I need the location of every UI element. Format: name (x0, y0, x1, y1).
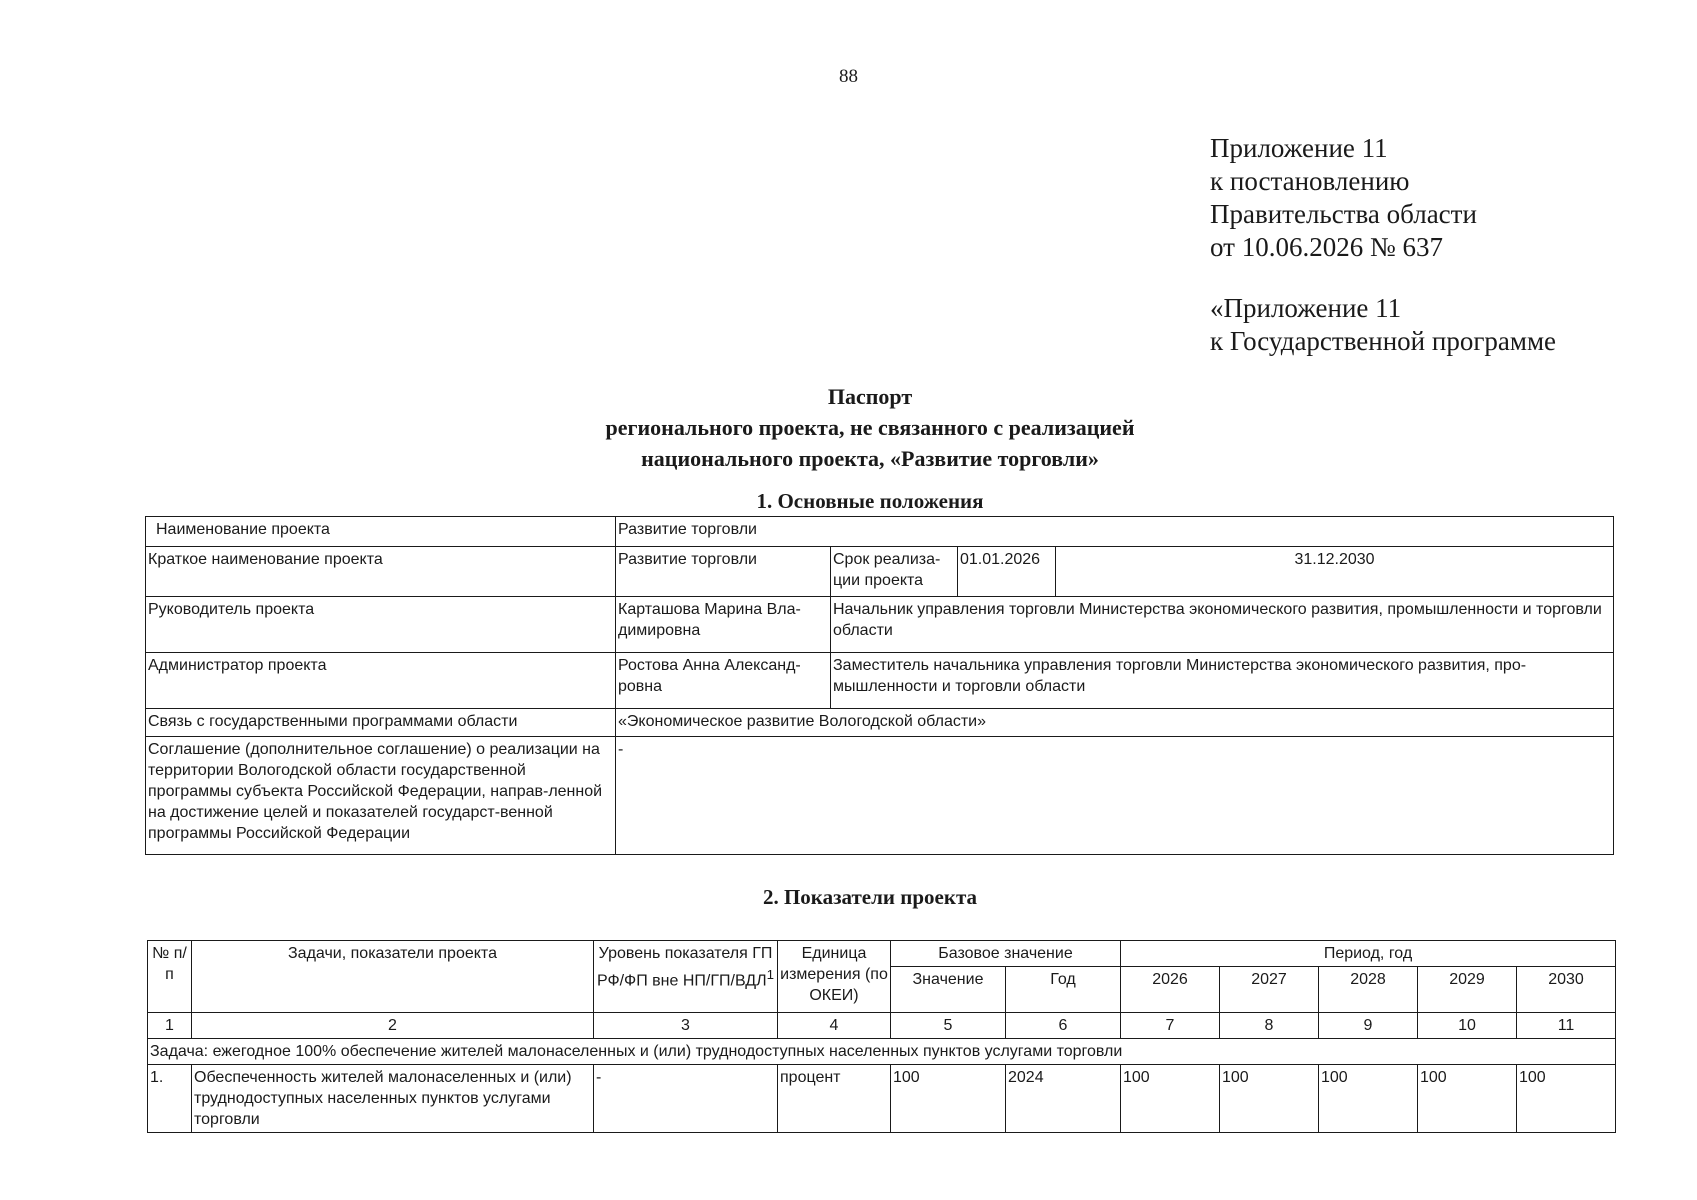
header-num: № п/п (148, 941, 192, 1013)
footnote-marker: 1 (766, 967, 775, 982)
appendix-line: от 10.06.2026 № 637 (1210, 232, 1443, 262)
cell-value: - (616, 737, 1614, 855)
indicator-value: 100 (1517, 1065, 1616, 1133)
cell-label: Администратор проекта (146, 653, 616, 709)
title-line: национального проекта, «Развитие торговли» (641, 446, 1099, 471)
cell-value: Развитие торговли (616, 517, 1614, 547)
indicator-level: - (594, 1065, 778, 1133)
indicator-value: 100 (1319, 1065, 1418, 1133)
page-number: 88 (839, 66, 858, 87)
indicator-value: 100 (1220, 1065, 1319, 1133)
task-row (148, 1039, 1616, 1065)
header-year: 2028 (1319, 967, 1418, 1013)
header-period: Период, год (1121, 941, 1616, 967)
header-base-year: Год (1006, 967, 1121, 1013)
table-row (146, 737, 1614, 855)
table-row (146, 517, 1614, 547)
table-row (146, 709, 1614, 737)
cell-label: Краткое наименование проекта (146, 547, 616, 597)
appendix-line: к постановлению (1210, 166, 1410, 196)
header-level (594, 941, 778, 1013)
cell-value: 01.01.2026 (958, 547, 1056, 597)
section-1-heading: 1. Основные положения (756, 489, 984, 513)
cell-value: Начальник управления торговли Министерства экономического развития, промышленности и торговли области (831, 597, 1614, 653)
column-number: 4 (778, 1013, 891, 1039)
header-tasks: Задачи, показатели проекта (192, 941, 594, 1013)
indicator-value: 100 (1121, 1065, 1220, 1133)
column-number: 8 (1220, 1013, 1319, 1039)
header-base-value: Значение (891, 967, 1006, 1013)
cell-value: 31.12.2030 (1056, 547, 1614, 597)
appendix-line: «Приложение 11 (1210, 293, 1402, 323)
title-line: Паспорт (827, 384, 913, 409)
indicator-num: 1. (148, 1065, 192, 1133)
cell-label: Соглашение (дополнительное соглашение) о реализации на территории Вологодской области государственной программы субъекта Российской Федерации, направ-ленной на достижение целей и показателей государст-венной программы Российской Федерации (146, 737, 616, 855)
header-year: 2027 (1220, 967, 1319, 1013)
indicator-value: 100 (1418, 1065, 1517, 1133)
appendix-line: Приложение 11 (1210, 133, 1388, 163)
column-number: 9 (1319, 1013, 1418, 1039)
header-row (148, 941, 1616, 967)
table-row (148, 1065, 1616, 1133)
column-number: 11 (1517, 1013, 1616, 1039)
header-base: Базовое значение (891, 941, 1121, 967)
document-title (0, 381, 1697, 474)
header-year: 2026 (1121, 967, 1220, 1013)
cell-label: Срок реализа-ции проекта (831, 547, 958, 597)
column-number: 6 (1006, 1013, 1121, 1039)
header-unit: Единица измерения (по ОКЕИ) (778, 941, 891, 1013)
header-year: 2029 (1418, 967, 1517, 1013)
column-number: 7 (1121, 1013, 1220, 1039)
indicators-table (147, 940, 1616, 1133)
indicator-unit: процент (778, 1065, 891, 1133)
column-number: 10 (1418, 1013, 1517, 1039)
header-level-text: Уровень показателя ГП РФ/ФП вне НП/ГП/ВДЛ (596, 945, 773, 990)
column-number: 5 (891, 1013, 1006, 1039)
cell-value: «Экономическое развитие Вологодской области» (616, 709, 1614, 737)
section-2-heading: 2. Показатели проекта (762, 885, 978, 909)
column-number-row (148, 1013, 1616, 1039)
appendix-line: к Государственной программе (1210, 326, 1557, 356)
column-number: 3 (594, 1013, 778, 1039)
appendix-line: Правительства области (1210, 199, 1477, 229)
indicator-base-year: 2024 (1006, 1065, 1121, 1133)
cell-value: Заместитель начальника управления торговли Министерства экономического развития, про-мышленности и торговли области (831, 653, 1614, 709)
task-text: Задача: ежегодное 100% обеспечение жителей малонаселенных и (или) труднодоступных населенных пунктов услугами торговли (148, 1039, 1616, 1065)
cell-label: Наименование проекта (146, 517, 616, 547)
title-line: регионального проекта, не связанного с реализацией (605, 415, 1135, 440)
main-provisions-table (145, 516, 1614, 855)
indicator-name: Обеспеченность жителей малонаселенных и (или) труднодоступных населенных пунктов услугами торговли (192, 1065, 594, 1133)
indicator-base-value: 100 (891, 1065, 1006, 1133)
cell-label: Руководитель проекта (146, 597, 616, 653)
appendix-block-program (1210, 292, 1556, 358)
table-row (146, 653, 1614, 709)
cell-value: Карташова Марина Вла-димировна (616, 597, 831, 653)
table-row (146, 547, 1614, 597)
cell-label: Связь с государственными программами области (146, 709, 616, 737)
appendix-block (1210, 132, 1477, 264)
column-number: 2 (192, 1013, 594, 1039)
cell-value: Ростова Анна Александ-ровна (616, 653, 831, 709)
column-number: 1 (148, 1013, 192, 1039)
header-year: 2030 (1517, 967, 1616, 1013)
cell-value: Развитие торговли (616, 547, 831, 597)
table-row (146, 597, 1614, 653)
